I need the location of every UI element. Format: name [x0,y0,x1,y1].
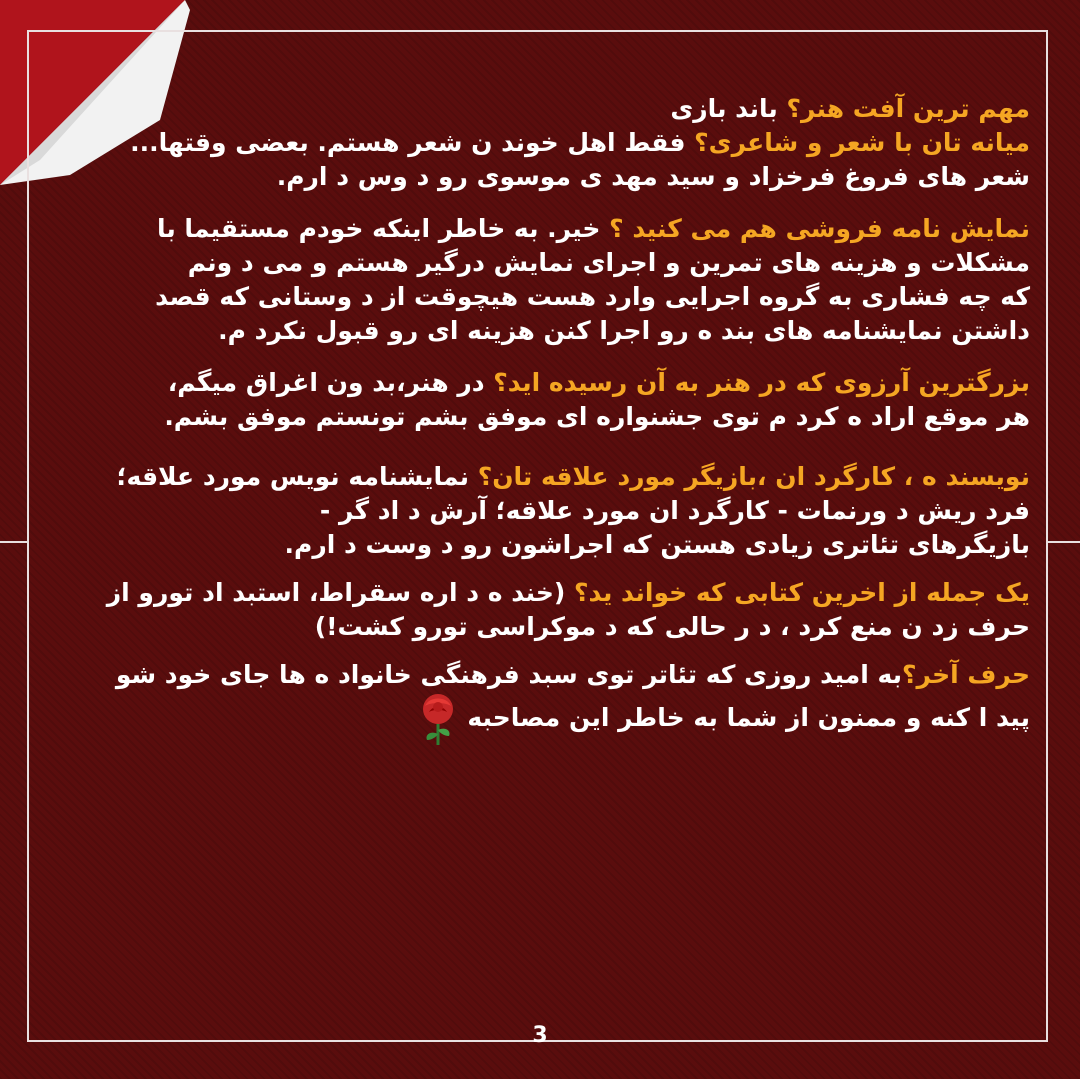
text-line [70,576,1030,610]
interview-text [70,92,1030,746]
text-line [70,280,1030,314]
rose-icon [415,692,461,746]
text-line [70,692,1030,746]
page-number: 3 [532,1023,548,1048]
answer-text: مشکلات و هزینه های تمرین و اجرای نمایش درگیر هستم و می د ونم [187,248,1030,277]
text-line [70,366,1030,400]
qa-paragraph [70,460,1030,562]
question-text: نویسند ه ، کارگرد ان ،بازیگر مورد علاقه تان؟ [477,462,1030,491]
answer-text: فرد ریش د ورنمات - کارگرد ان مورد علاقه؛ آرش د اد گر - [319,496,1030,525]
frame-divider-right [1048,541,1080,543]
answer-text: (خند ه د اره سقراط، استبد اد تورو از [106,578,575,607]
answer-text: به امید روزی که تئاتر توی سبد فرهنگی خانواد ه ها جای خود شو [115,660,903,689]
question-text: میانه تان با شعر و شاعری؟ [694,128,1030,157]
answer-text: فقط اهل خوند ن شعر هستم. بعضی وقتها... [130,128,695,157]
answer-text: خیر. به خاطر اینکه خودم مستقیما با [156,214,610,243]
answer-text: هر موقع اراد ه کرد م توی جشنواره ای موفق بشم تونستم موفق بشم. [164,402,1030,431]
text-line [70,400,1030,434]
answer-text: در هنر،بد ون اغراق میگم، [167,368,494,397]
qa-paragraph [70,658,1030,746]
frame-divider-left [0,541,27,543]
text-line [70,528,1030,562]
text-line [70,314,1030,348]
question-text: حرف آخر؟ [902,660,1030,689]
text-line [70,610,1030,644]
answer-text: داشتن نمایشنامه های بند ه رو اجرا کنن هزینه ای رو قبول نکرد م. [218,316,1030,345]
text-line [70,160,1030,194]
answer-text: شعر های فروغ فرخزاد و سید مهد ی موسوی رو د وس د ارم. [276,162,1030,191]
answer-text: پید ا کنه و ممنون از شما به خاطر این مصاحبه [467,703,1030,732]
text-line [70,460,1030,494]
question-text: بزرگترین آرزوی که در هنر به آن رسیده اید؟ [493,368,1030,397]
answer-text: نمایشنامه نویس مورد علاقه؛ [116,462,478,491]
question-text: مهم ترین آفت هنر؟ [786,94,1030,123]
answer-text: باند بازی [670,94,787,123]
qa-paragraph [70,92,1030,194]
question-text: نمایش نامه فروشی هم می کنید ؟ [609,214,1030,243]
text-line [70,494,1030,528]
qa-paragraph [70,366,1030,434]
text-line [70,212,1030,246]
answer-text: بازیگرهای تئاتری زیادی هستن که اجراشون رو د وست د ارم. [284,530,1030,559]
answer-text: که چه فشاری به گروه اجرایی وارد هست هیچوقت از د وستانی که قصد [155,282,1030,311]
answer-text: حرف زد ن منع کرد ، د ر حالی که د موکراسی تورو کشت!) [314,612,1030,641]
question-text: یک جمله از اخرین کتابی که خواند ید؟ [574,578,1030,607]
qa-paragraph [70,212,1030,348]
text-line [70,92,1030,126]
text-line [70,246,1030,280]
text-line [70,658,1030,692]
text-line [70,126,1030,160]
qa-paragraph [70,576,1030,644]
